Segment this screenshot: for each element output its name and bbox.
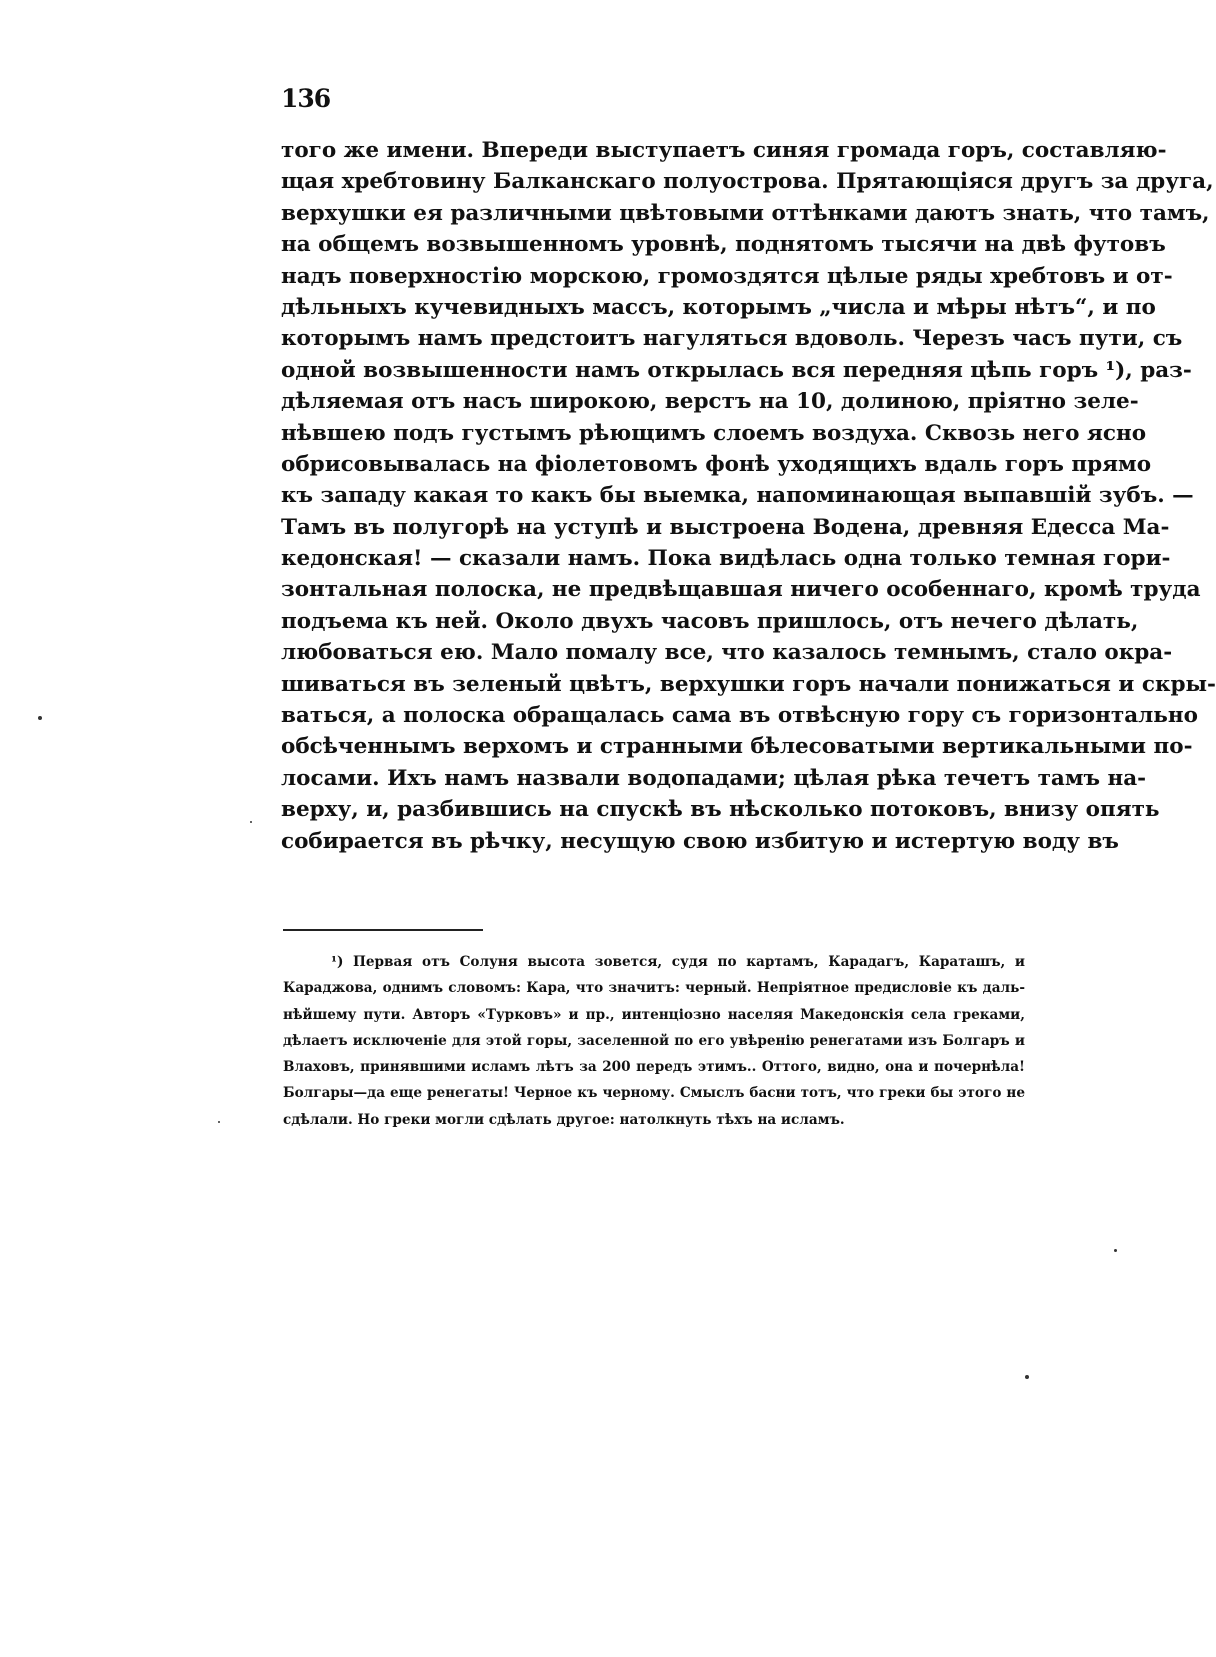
text-line: обсѣченнымъ верхомъ и странными бѣлесоватыми вертикальными по- bbox=[281, 734, 1193, 760]
text-line: надъ поверхностiю морскою, громоздятся цѣлые ряды хребтовъ и от- bbox=[281, 263, 1173, 289]
text-line: одной возвышенности намъ открылась вся передняя цѣпь горъ ¹), раз- bbox=[281, 357, 1192, 383]
text-line: зонтальная полоска, не предвѣщавшая ничего особеннаго, кромѣ труда bbox=[281, 577, 1201, 603]
text-line: дѣляемая отъ насъ широкою, верстъ на 10, долиною, прiятно зеле- bbox=[281, 389, 1139, 415]
scan-speck bbox=[38, 716, 42, 720]
text-line: нѣвшею подъ густымъ рѣющимъ слоемъ воздуха. Сквозь него ясно bbox=[281, 420, 1147, 446]
footnote-line: Караджова, однимъ словомъ: Кара, что значитъ: черный. Непрiятное предисловiе къ даль- bbox=[283, 980, 1025, 997]
text-line: любоваться ею. Мало помалу все, что казалось темнымъ, стало окра- bbox=[281, 640, 1173, 666]
scan-speck bbox=[250, 821, 252, 823]
page-number: 136 bbox=[281, 84, 331, 113]
text-line: Тамъ въ полугорѣ на уступѣ и выстроена Водена, древняя Едесса Ма- bbox=[281, 514, 1170, 540]
text-line: къ западу какая то какъ бы выемка, напоминающая выпавшiй зубъ. — bbox=[281, 483, 1194, 509]
footnote-line: Болгары—да еще ренегаты! Черное къ черному. Смыслъ басни тотъ, что греки бы этого не bbox=[283, 1085, 1025, 1102]
footnote-line: сдѣлали. Но греки могли сдѣлать другое: натолкнуть тѣхъ на исламъ. bbox=[283, 1111, 845, 1128]
footnote-line: дѣлаетъ исключенiе для этой горы, заселенной по его увѣренiю ренегатами изъ Болгаръ и bbox=[283, 1032, 1025, 1049]
text-line: обрисовывалась на фiолетовомъ фонѣ уходящихъ вдаль горъ прямо bbox=[281, 451, 1152, 477]
footnote bbox=[283, 949, 1025, 1133]
text-line: верхушки ея различными цвѣтовыми оттѣнками даютъ знать, что тамъ, bbox=[281, 200, 1210, 226]
text-line: щая хребтовину Балканскаго полуострова. Прятающiяся другъ за друга, bbox=[281, 169, 1214, 195]
text-line: кедонская! — сказали намъ. Пока видѣлась одна только темная гори- bbox=[281, 546, 1171, 572]
text-line: шиваться въ зеленый цвѣтъ, верхушки горъ начали понижаться и скры- bbox=[281, 671, 1216, 697]
text-line: подъема къ ней. Около двухъ часовъ пришлось, отъ нечего дѣлать, bbox=[281, 608, 1139, 634]
text-line: дѣльныхъ кучевидныхъ массъ, которымъ „числа и мѣры нѣтъ“, и по bbox=[281, 294, 1156, 320]
text-line: на общемъ возвышенномъ уровнѣ, поднятомъ тысячи на двѣ футовъ bbox=[281, 232, 1166, 258]
text-line: верху, и, разбившись на спускѣ въ нѣсколько потоковъ, внизу опять bbox=[281, 797, 1160, 823]
text-line: собирается въ рѣчку, несущую свою избитую и истертую воду въ bbox=[281, 828, 1119, 854]
text-line: которымъ намъ предстоитъ нагуляться вдоволь. Черезъ часъ пути, съ bbox=[281, 326, 1183, 352]
footnote-line: нѣйшему пути. Авторъ «Турковъ» и пр., интенцiозно населяя Македонскiя села греками, bbox=[283, 1006, 1025, 1023]
scan-speck bbox=[1025, 1375, 1029, 1379]
text-line: ваться, а полоска обращалась сама въ отвѣсную гору съ горизонтально bbox=[281, 703, 1198, 729]
text-line: того же имени. Впереди выступаетъ синяя громада горъ, составляю- bbox=[281, 138, 1167, 163]
text-line: лосами. Ихъ намъ назвали водопадами; цѣлая рѣка течетъ тамъ на- bbox=[281, 765, 1147, 791]
main-text bbox=[281, 135, 1216, 857]
footnote-line: ¹) Первая отъ Солуня высота зовется, судя по картамъ, Карадагъ, Караташъ, и bbox=[331, 954, 1025, 970]
footnote-separator bbox=[283, 929, 483, 931]
scan-speck bbox=[1114, 1249, 1117, 1252]
scan-speck bbox=[218, 1121, 220, 1123]
footnote-line: Влаховъ, принявшими исламъ лѣтъ за 200 передъ этимъ.. Оттого, видно, она и почернѣла! bbox=[283, 1059, 1025, 1076]
